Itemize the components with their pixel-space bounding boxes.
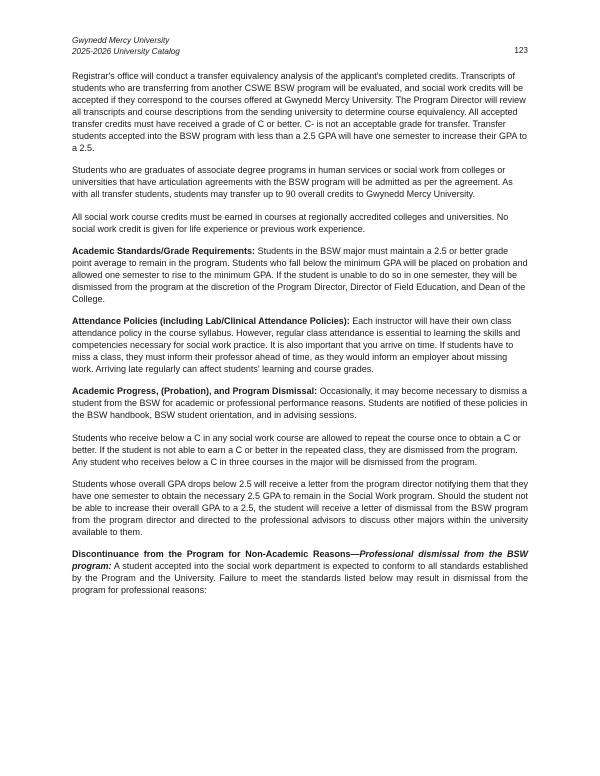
header-catalog-title: 2025-2026 University Catalog bbox=[72, 46, 180, 56]
heading-academic-progress: Academic Progress, (Probation), and Program Dismissal: bbox=[72, 386, 318, 397]
paragraph-transfer-equivalency: Registrar's office will conduct a transfer equivalency analysis of the applicant's completed credits. Transcripts of students who are transferring from another CSWE BSW program will be evaluated, and social work credits will be accepted if they correspond to the courses offered at Gwynedd Mercy University. The Program Director will review all transcripts and course descriptions from the sending university to determine course equivalency. All accepted transfer credits must have received a grade of C or better. C- is not an acceptable grade for transfer. Transfer students accepted into the BSW program with less than a 2.5 GPA will have one semester to increase their GPA to a 2.5. bbox=[72, 71, 527, 153]
paragraph-academic-progress bbox=[72, 385, 528, 421]
body-text bbox=[72, 70, 528, 607]
paragraph-gpa-letter: Students whose overall GPA drops below 2.5 will receive a letter from the program director notifying them that they have one semester to obtain the necessary 2.5 GPA to remain in the Social Work program. Should the student not be able to increase their overall GPA to a 2.5, the student will receive a letter of dismissal from the BSW program from the program director and directed to the professional advisors to discuss other majors within the university available to them. bbox=[72, 479, 528, 538]
paragraph-discontinuance bbox=[72, 548, 528, 596]
heading-attendance: Attendance Policies (including Lab/Clinical Attendance Policies): bbox=[72, 316, 350, 327]
paragraph-associate-degree: Students who are graduates of associate degree programs in human services or social work from colleges or universities that have articulation agreements with the BSW program will be admitted as per the agreement. As with all transfer students, students may transfer up to 90 overall credits to Gwynedd Mercy University. bbox=[72, 165, 513, 200]
text-academic-standards: Students in the BSW major must maintain a 2.5 or better grade point average to remain in the program. Students who fall below the minimum GPA will be placed on probation and allowed one semester to rise to the minimum GPA. If the student is unable to do so in one semester, they will be dismissed from the program at the discretion of the Program Director, Director of Field Education, and Dean of the College. bbox=[72, 245, 528, 304]
page-number: 123 bbox=[514, 46, 528, 55]
paragraph-repeat-course: Students who receive below a C in any social work course are allowed to repeat the course once to obtain a C or better. If the student is not able to earn a C or better in the repeated class, they are dismissed from the program. Any student who receives below a C in three courses in the major will be dismissed from the program. bbox=[72, 432, 521, 467]
header-institution: Gwynedd Mercy University bbox=[72, 36, 170, 45]
text-academic-progress: Occasionally, it may become necessary to dismiss a student from the BSW for academic or professional performance reasons. Students are notified of these policies in the BSW handbook, BSW student orientation, and in advising sessions. bbox=[72, 386, 528, 421]
heading-discontinuance: Discontinuance from the Program for Non-Academic Reasons— bbox=[72, 549, 360, 560]
paragraph-accredited-credits: All social work course credits must be earned in courses at regionally accredited colleges and universities. No social work credit is given for life experience or previous work experience. bbox=[72, 211, 509, 234]
text-discontinuance: A student accepted into the social work department is expected to conform to all standards established by the Program and the University. Failure to meet the standards listed below may result in dismissal from the program for professional reasons: bbox=[72, 561, 528, 596]
running-header bbox=[72, 36, 180, 57]
heading-academic-standards: Academic Standards/Grade Requirements: bbox=[72, 245, 256, 256]
paragraph-attendance bbox=[72, 315, 528, 375]
heading-professional-dismissal: Professional dismissal from the BSW program: bbox=[72, 549, 528, 572]
paragraph-academic-standards bbox=[72, 245, 528, 305]
text-attendance: Each instructor will have their own class attendance policy in the course syllabus. However, regular class attendance is essential to learning the skills and competencies necessary for social work practice. It is also important that you arrive on time. If students have to miss a class, they must inform their professor ahead of time, as they would inform an employer about missing work. Arriving late regularly can affect students' learning and course grades. bbox=[72, 316, 521, 375]
